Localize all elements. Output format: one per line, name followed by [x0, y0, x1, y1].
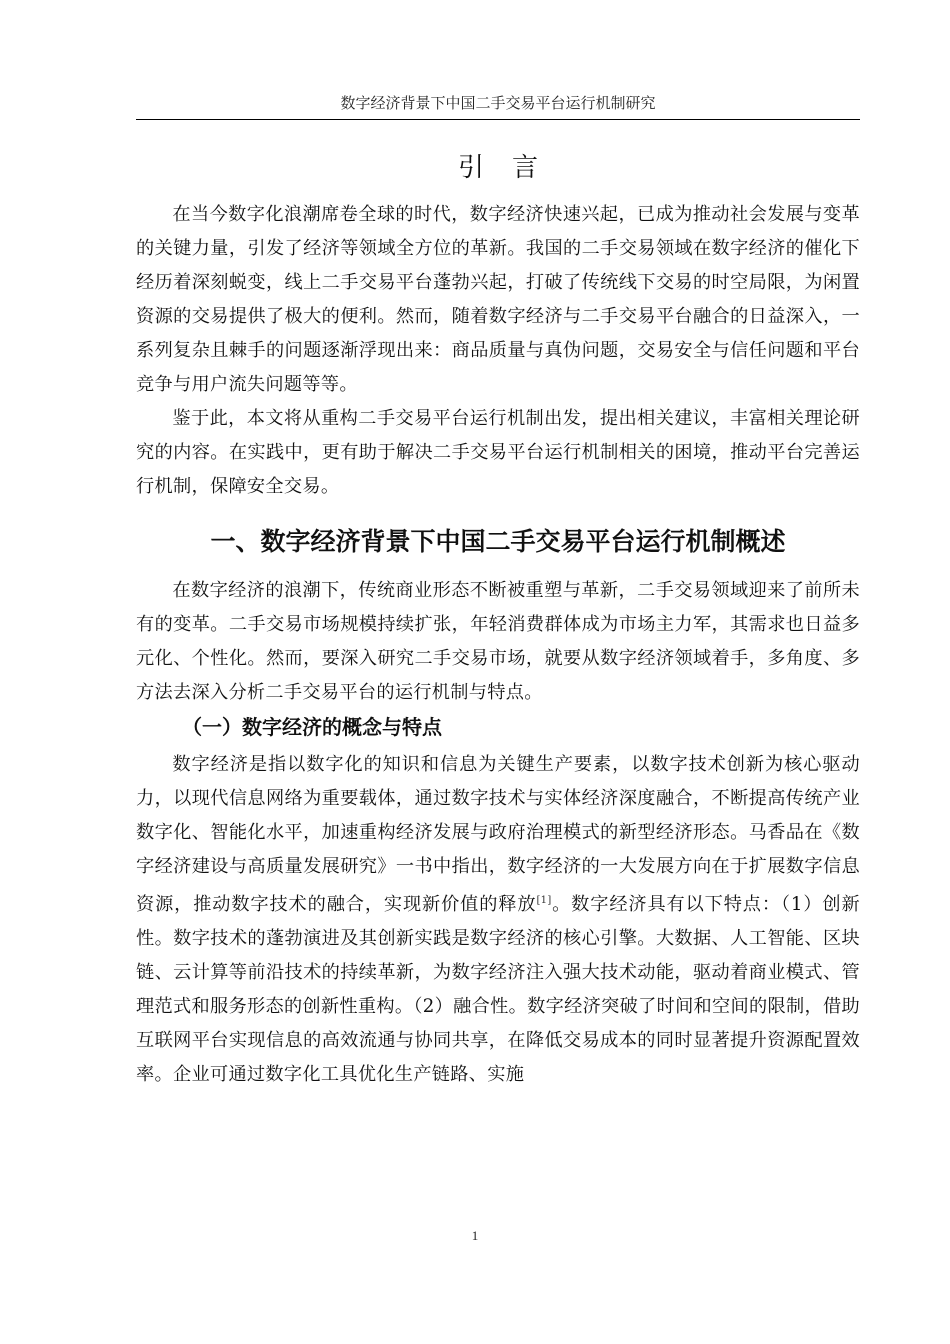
running-header: 数字经济背景下中国二手交易平台运行机制研究 [136, 92, 860, 120]
citation-ref[interactable]: [1] [536, 895, 552, 906]
intro-paragraph-1: 在当今数字化浪潮席卷全球的时代，数字经济快速兴起，已成为推动社会发展与变革的关键力量，引发了经济等领域全方位的革新。我国的二手交易领域在数字经济的催化下经历着深刻蜕变，线上二手交易平台蓬勃兴起，打破了传统线下交易的时空局限，为闲置资源的交易提供了极大的便利。然而，随着数字经济与二手交易平台融合的日益深入，一系列复杂且棘手的问题逐渐浮现出来：商品质量与真伪问题，交易安全与信任问题和平台竞争与用户流失问题等等。 [136, 204, 860, 395]
section-paragraph: 在数字经济的浪潮下，传统商业形态不断被重塑与革新，二手交易领域迎来了前所未有的变革。二手交易市场规模持续扩张，年轻消费群体成为市场主力军，其需求也日益多元化、个性化。然而，要深入研究二手交易市场，就要从数字经济领域着手，多角度、多方法去深入分析二手交易平台的运行机制与特点。 [136, 580, 860, 703]
page-number: 1 [471, 1228, 479, 1243]
subsection-paragraph [136, 748, 860, 1092]
section-heading: 一、数字经济背景下中国二手交易平台运行机制概述 [210, 527, 786, 556]
subsection-text-before-ref: 数字经济是指以数字化的知识和信息为关键生产要素，以数字技术创新为核心驱动力，以现代信息网络为重要载体，通过数字技术与实体经济深度融合，不断提高传统产业数字化、智能化水平，加速重构经济发展与政府治理模式的新型经济形态。马香品在《数字经济建设与高质量发展研究》一书中指出，数字经济的一大发展方向在于扩展数字信息资源，推动数字技术的融合，实现新价值的释放 [136, 754, 860, 915]
intro-paragraph-2: 鉴于此，本文将从重构二手交易平台运行机制出发，提出相关建议，丰富相关理论研究的内容。在实践中，更有助于解决二手交易平台运行机制相关的困境，推动平台完善运行机制，保障安全交易。 [136, 408, 860, 497]
intro-title: 引言 [457, 153, 566, 183]
subsection-heading: （一）数字经济的概念与特点 [182, 715, 442, 739]
subsection-text-after-ref: 。数字经济具有以下特点：（1）创新性。数字技术的蓬勃演进及其创新实践是数字经济的核心引擎。大数据、人工智能、区块链、云计算等前沿技术的持续革新，为数字经济注入强大技术动能，驱动着商业模式、管理范式和服务形态的创新性重构。（2）融合性。数字经济突破了时间和空间的限制，借助互联网平台实现信息的高效流通与协同共享，在降低交易成本的同时显著提升资源配置效率。企业可通过数字化工具优化生产链路、实施 [136, 894, 860, 1085]
page-body [136, 148, 860, 1092]
